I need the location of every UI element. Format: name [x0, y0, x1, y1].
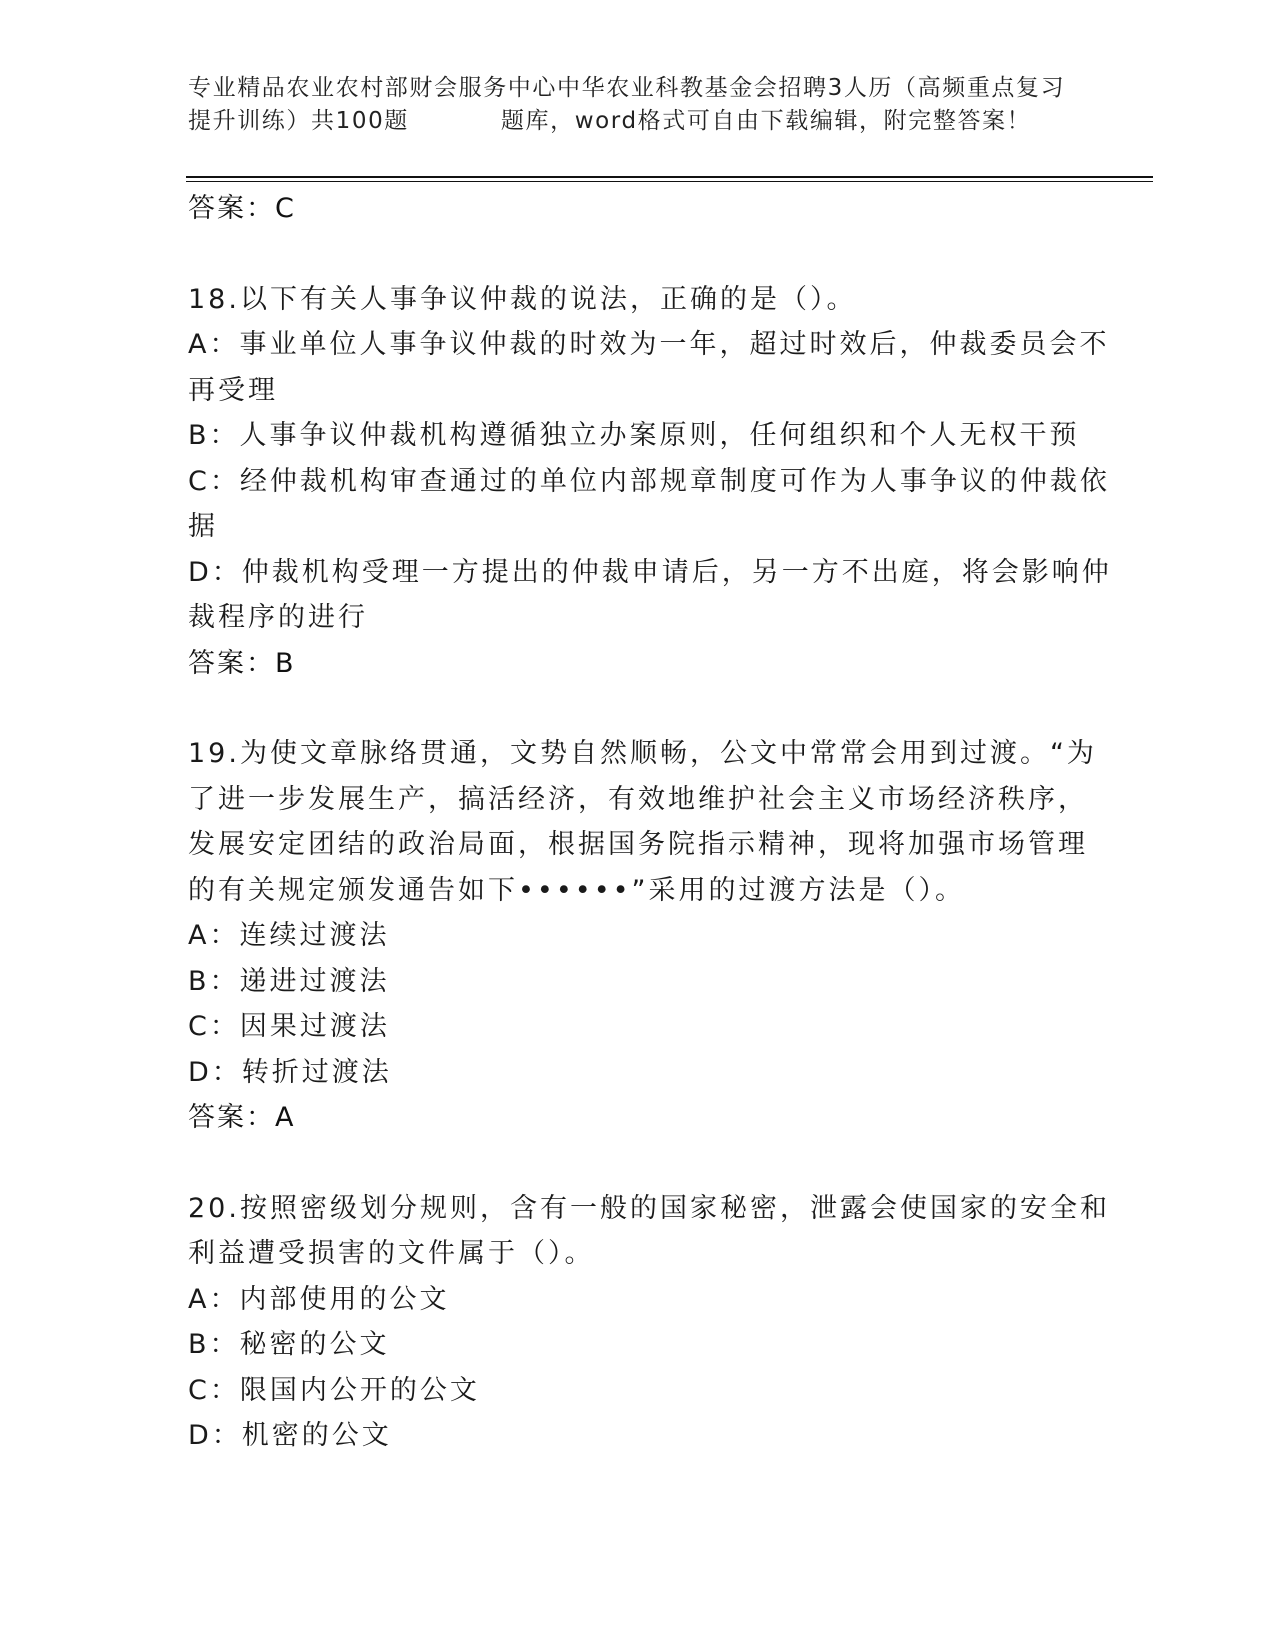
question-line: 的有关规定颁发通告如下••••••”采用的过渡方法是（）。: [188, 874, 966, 906]
header-line-2: [188, 105, 1088, 138]
question-line: 19.为使文章脉络贯通，文势自然顺畅，公文中常常会用到过渡。“为: [188, 738, 1097, 769]
header-line-1: 专业精品农业农村部财会服务中心中华农业科教基金会招聘3人历（高频重点复习: [188, 75, 1066, 101]
question-line: A：事业单位人事争议仲裁的时效为一年，超过时效后，仲裁委员会不: [188, 329, 1110, 360]
question-line: D：转折过渡法: [188, 1056, 392, 1088]
previous-answer: 答案：C: [188, 193, 296, 224]
question-line: 据: [188, 511, 218, 542]
header-line-2-left: 提升训练）共100题: [188, 108, 409, 134]
header-divider-thin: [186, 181, 1153, 182]
header-line-2-right: 题库，word格式可自由下载编辑，附完整答案！: [500, 108, 1032, 134]
document-body: [188, 186, 1112, 1459]
question-line: 了进一步发展生产，搞活经济，有效地维护社会主义市场经济秩序，: [188, 783, 1088, 815]
question-line: 发展安定团结的政治局面，根据国务院指示精神，现将加强市场管理: [188, 829, 1088, 860]
question-line: 利益遭受损害的文件属于（）。: [188, 1238, 595, 1269]
answer-19: 答案：A: [188, 1102, 296, 1133]
question-line: D：机密的公文: [188, 1420, 392, 1451]
question-line: B：人事争议仲裁机构遵循独立办案原则，任何组织和个人无权干预: [188, 420, 1080, 451]
document-header: [188, 72, 1088, 138]
question-line: C：限国内公开的公文: [188, 1374, 480, 1406]
question-line: A：连续过渡法: [188, 920, 390, 951]
question-line: B：递进过渡法: [188, 965, 390, 997]
answer-18: 答案：B: [188, 647, 296, 679]
question-line: 再受理: [188, 374, 278, 406]
question-19: [188, 731, 1097, 1141]
question-line: B：秘密的公文: [188, 1329, 390, 1360]
header-divider-thick: [186, 176, 1153, 178]
question-18: [188, 277, 1112, 687]
question-line: A：内部使用的公文: [188, 1283, 450, 1315]
question-line: C：因果过渡法: [188, 1011, 390, 1042]
question-line: 20.按照密级划分规则，含有一般的国家秘密，泄露会使国家的安全和: [188, 1192, 1110, 1224]
question-line: 18.以下有关人事争议仲裁的说法，正确的是（）。: [188, 283, 857, 315]
question-line: C：经仲裁机构审查通过的单位内部规章制度可作为人事争议的仲裁依: [188, 465, 1110, 497]
question-line: 裁程序的进行: [188, 602, 368, 633]
question-line: D：仲裁机构受理一方提出的仲裁申请后，另一方不出庭，将会影响仲: [188, 556, 1112, 588]
question-20: [188, 1186, 1110, 1459]
